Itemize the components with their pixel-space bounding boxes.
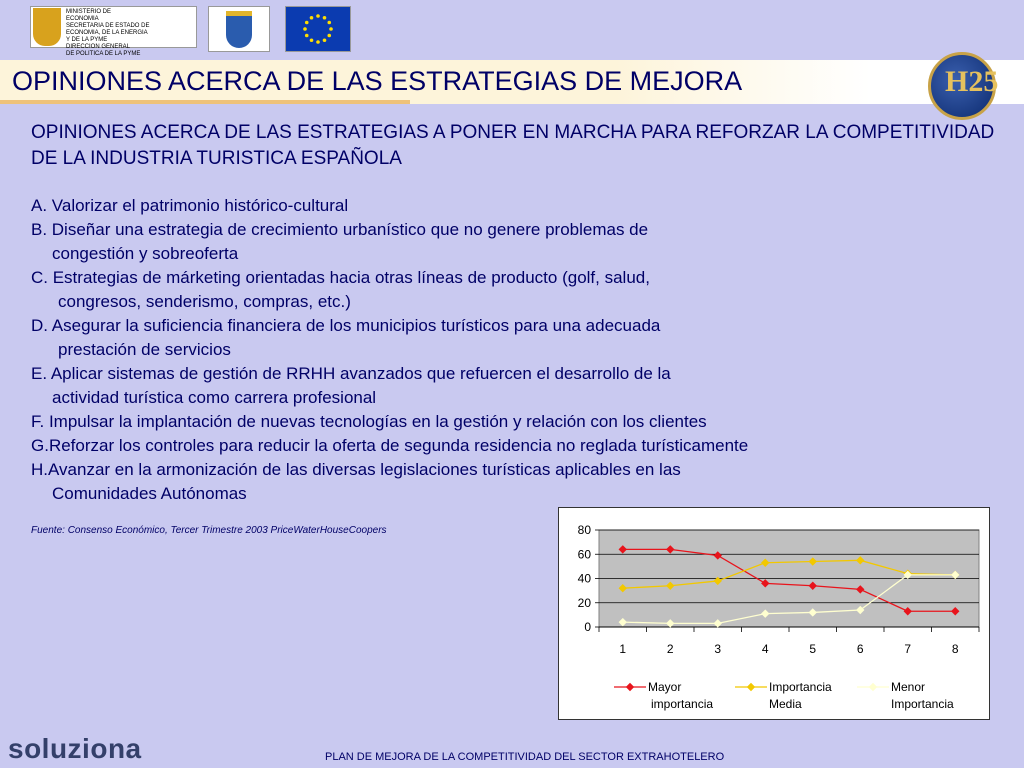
section-heading: OPINIONES ACERCA DE LAS ESTRATEGIAS A PONER EN MARCHA PARA REFORZAR LA COMPETITIVIDAD DE LA INDUSTRIA TURISTICA ESPAÑOLA <box>31 122 995 169</box>
eu-star <box>327 34 331 38</box>
ministerio-economia-logo <box>30 6 197 57</box>
eu-star <box>316 40 320 44</box>
source-note: Fuente: Consenso Económico, Tercer Trimestre 2003 PriceWaterHouseCoopers <box>31 525 387 536</box>
list-item-h-cont: Comunidades Autónomas <box>52 484 247 503</box>
legend-label: Importancia <box>769 680 832 694</box>
x-tick-label: 6 <box>856 642 864 656</box>
h25-logo <box>928 52 999 120</box>
list-item-b: B. Diseñar una estrategia de crecimiento urbanístico que no genere problemas de <box>31 220 649 239</box>
chart-svg <box>559 508 989 719</box>
legend-marker <box>627 684 634 691</box>
list-item-f: F. Impulsar la implantación de nuevas tecnologías en la gestión y relación con los clientes <box>31 412 707 431</box>
x-tick-label: 2 <box>666 642 674 656</box>
legend-label: importancia <box>651 697 714 711</box>
list-item-c: C. Estrategias de márketing orientadas hacia otras líneas de producto (golf, salud, <box>31 268 650 287</box>
y-tick-label: 0 <box>584 620 591 634</box>
ministerio-logo-line: MINISTERIO DE <box>66 9 112 15</box>
line-chart <box>558 507 990 720</box>
eu-stars-icon <box>286 7 350 51</box>
eu-flag-logo <box>285 6 351 52</box>
eu-star <box>327 21 331 25</box>
eu-star <box>316 14 320 18</box>
eu-star <box>305 21 309 25</box>
eu-star <box>310 16 314 20</box>
eu-star <box>323 16 327 20</box>
x-tick-label: 4 <box>761 642 769 656</box>
eu-star <box>310 38 314 42</box>
ministerio-logo-line: Y DE LA PYME <box>66 37 108 43</box>
title-underline <box>0 100 410 104</box>
y-tick-label: 80 <box>577 523 591 537</box>
ministerio-logo-line: DE POLITICA DE LA PYME <box>66 51 141 57</box>
spain-coat-of-arms-icon <box>33 8 61 46</box>
canarias-crest-icon <box>226 11 252 48</box>
eu-star <box>323 38 327 42</box>
legend-marker <box>748 684 755 691</box>
legend-label: Mayor <box>648 680 682 694</box>
ministerio-logo-text <box>63 7 152 57</box>
strategy-list <box>31 120 1001 506</box>
ministerio-logo-line: DIRECCION GENERAL <box>66 44 131 50</box>
x-tick-label: 8 <box>951 642 959 656</box>
list-item-e-cont: actividad turística como carrera profesional <box>52 388 377 407</box>
legend-label: Media <box>769 697 802 711</box>
x-tick-label: 5 <box>809 642 817 656</box>
ministerio-logo-line: ECONOMIA <box>66 16 99 22</box>
x-tick-label: 1 <box>619 642 627 656</box>
y-tick-label: 60 <box>577 547 591 562</box>
y-tick-label: 40 <box>577 571 591 586</box>
soluziona-logo: soluziona <box>8 733 142 764</box>
h25-logo-text: H25 <box>945 65 999 98</box>
legend-label: Menor <box>891 680 926 694</box>
list-item-e: E. Aplicar sistemas de gestión de RRHH avanzados que refuercen el desarrollo de la <box>31 364 671 383</box>
x-tick-label: 3 <box>714 642 722 656</box>
x-tick-label: 7 <box>904 642 912 656</box>
eu-star <box>303 27 307 31</box>
list-item-h: H.Avanzar en la armonización de las diversas legislaciones turísticas aplicables en las <box>31 460 681 479</box>
ministerio-logo-line: SECRETARIA DE ESTADO DE <box>66 23 150 29</box>
page-title: OPINIONES ACERCA DE LAS ESTRATEGIAS DE MEJORA <box>12 66 743 96</box>
ministerio-logo-line: ECONOMIA, DE LA ENERGIA <box>66 30 148 36</box>
y-tick-label: 20 <box>577 595 591 610</box>
list-item-b-cont: congestión y sobreoferta <box>52 244 239 263</box>
canarias-coat-of-arms-logo <box>208 6 270 52</box>
footer-text: PLAN DE MEJORA DE LA COMPETITIVIDAD DEL SECTOR EXTRAHOTELERO <box>325 751 725 763</box>
legend-marker <box>870 684 877 691</box>
list-item-g: G.Reforzar los controles para reducir la oferta de segunda residencia no reglada turísticamente <box>31 436 749 455</box>
eu-star <box>305 34 309 38</box>
list-item-d-cont: prestación de servicios <box>58 340 231 359</box>
list-item-d: D. Asegurar la suficiencia financiera de los municipios turísticos para una adecuada <box>31 316 661 335</box>
eu-star <box>329 27 333 31</box>
list-item-a: A. Valorizar el patrimonio histórico-cultural <box>31 196 349 215</box>
legend-label: Importancia <box>891 697 954 711</box>
list-item-c-cont: congresos, senderismo, compras, etc.) <box>58 292 351 311</box>
